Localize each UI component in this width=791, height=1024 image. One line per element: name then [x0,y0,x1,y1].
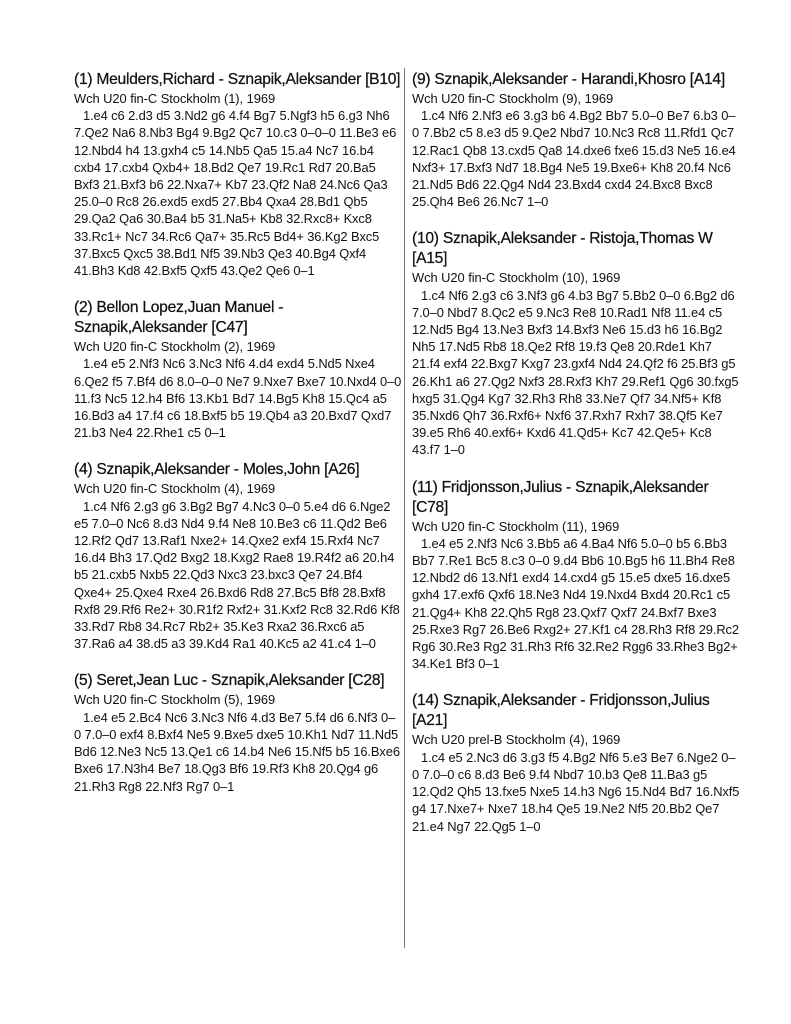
game-event: Wch U20 prel-B Stockholm (4), 1969 [412,732,621,748]
game-event: Wch U20 fin-C Stockholm (11), 1969 [412,518,620,534]
game-moves: 1.e4 c6 2.d3 d5 3.Nd2 g6 4.f4 Bg7 5.Ngf3 h5 6.g3 Nh6 7.Qe2 Na6 8.Nb3 Bg4 9.Bg2 Qc7 10.c3 0–0–0 11.Be3 e6 12.Nbd4 h4 13.gxh4 c5 14.Nb5 Qa5 15.a4 Nc7 16.b4 cxb4 17.cxb4 Qxb4+ 18.Bd2 Qe7 19.Rc1 Rd7 20.Ba5 Bxf3 21.Bxf3 b6 22.Nxa7+ Kb7 23.Qf2 Na8 24.Nc6 Qa3 25.0–0 Rc8 26.exd5 exd5 27.Bb4 Qxa4 28.Bd1 Qb5 29.Qa2 Qa6 30.Ba4 b5 31.Na5+ Kb8 32.Rxc8+ Kxc8 33.Rc1+ Nc7 34.Rc6 Qa7+ 35.Rc5 Bd4+ 36.Kg2 Bxc5 37.Bxc5 Qxc5 38.Bd1 Nf5 39.Nb3 Qe3 40.Bg4 Qxf4 41.Bh3 Kd8 42.Bxf5 Qxf5 43.Qe2 Qe6 0–1 [74,108,397,279]
game-moves: 1.c4 Nf6 2.g3 c6 3.Nf3 g6 4.b3 Bg7 5.Bb2 0–0 6.Bg2 d6 7.0–0 Nbd7 8.Qc2 e5 9.Nc3 Re8 10.Rad1 Nf8 11.e4 c5 12.Nd5 Bg4 13.Ne3 Bxf3 14.Bxf3 Ne6 15.d3 h6 16.Bg2 Nh5 17.Nd5 Rb8 18.Qe2 Rf8 19.f3 Qe8 20.Rde1 Kh7 21.f4 exf4 22.Bxg7 Kxg7 23.gxf4 Nd4 24.Qf2 f6 25.Bf3 g5 26.Kh1 a6 27.Qg2 Nxf3 28.Rxf3 Kh7 29.Ref1 Qg6 30.fxg5 hxg5 31.Qg4 Kg7 32.Rh3 Rh8 33.Ne7 Qf7 34.Nf5+ Kf8 35.Nxd6 Qh7 36.Rxf6+ Nxf6 37.Rxh7 Rxh7 38.Qf5 Ke7 39.e5 Rh6 40.exf6+ Kxd6 41.Qd5+ Kc7 42.Qe5+ Kc8 43.f7 1–0 [412,287,739,458]
game-moves: 1.e4 e5 2.Nf3 Nc6 3.Nc3 Nf6 4.d4 exd4 5.Nd5 Nxe4 6.Qe2 f5 7.Bf4 d6 8.0–0–0 Ne7 9.Nxe7 Bxe7 10.Nxd4 0–0 11.f3 Nc5 12.h4 Bf6 13.Kb1 Bd7 14.Bg5 Kh8 15.Qc4 a5 16.Bd3 a4 17.f4 c6 18.Bxf5 b5 19.Qb4 a3 20.Bxd7 Qxd7 21.b3 Ne4 22.Rhe1 c5 0–1 [74,356,402,441]
game-entry [412,691,740,834]
game-title: (5) Seret,Jean Luc - Sznapik,Aleksander [C28] [74,672,385,690]
right-column [412,70,740,854]
game-event: Wch U20 fin-C Stockholm (10), 1969 [412,270,621,286]
game-entry [74,70,402,279]
game-entry [74,460,402,652]
game-title: (14) Sznapik,Aleksander - Fridjonsson,Julius [A21] [412,692,710,730]
game-title: (9) Sznapik,Aleksander - Harandi,Khosro [A14] [412,71,725,88]
game-event: Wch U20 fin-C Stockholm (1), 1969 [74,91,276,106]
game-title: (11) Fridjonsson,Julius - Sznapik,Aleksander [C78] [412,478,709,516]
game-entry [74,671,402,794]
game-entry [412,478,740,673]
game-moves: 1.e4 e5 2.Nf3 Nc6 3.Bb5 a6 4.Ba4 Nf6 5.0–0 b5 6.Bb3 Bb7 7.Re1 Bc5 8.c3 0–0 9.d4 Bb6 10.Bg5 h6 11.Bh4 Re8 12.Nbd2 d6 13.Nf1 exd4 14.cxd4 g5 15.e5 dxe5 16.dxe5 gxh4 17.exf6 Qxf6 18.Ne3 Nd4 19.Nxd4 Bxd4 20.Rc1 c5 21.Qg4+ Kh8 22.Qh5 Rg8 23.Qxf7 Qxf7 24.Bxf7 Bxe3 25.Rxe3 Rg7 26.Be6 Rxg2+ 27.Kf1 c4 28.Rh3 Rf8 29.Rc2 Rg6 30.Re3 Rg2 31.Rh3 Rf6 32.Re2 Rgg6 33.Rhe3 Bg2+ 34.Ke1 Bf3 0–1 [412,535,739,672]
game-moves: 1.c4 Nf6 2.g3 g6 3.Bg2 Bg7 4.Nc3 0–0 5.e4 d6 6.Nge2 e5 7.0–0 Nc6 8.d3 Nd4 9.f4 Ne8 10.Be3 c6 11.Qd2 Be6 12.Rf2 Qd7 13.Raf1 Nxe2+ 14.Qxe2 exf4 15.Rxf4 Nc7 16.d4 Bh3 17.Qd2 Bxg2 18.Kxg2 Rae8 19.R4f2 a6 20.h4 b5 21.cxb5 Nxb5 22.Qd3 Nxc3 23.bxc3 Qe7 24.Bf4 Qxe4+ 25.Qxe4 Rxe4 26.Bxd6 Rd8 27.Bc5 Bf8 28.Bxf8 Rxf8 29.Rf6 Re2+ 30.R1f2 Rxf2+ 31.Kxf2 Rc8 32.Rd6 Kf8 33.Rd7 Rb8 34.Rc7 Rb2+ 35.Ke3 Rxa2 36.Rxc6 a5 37.Ra6 a4 38.d5 a3 39.Kd4 Ra1 40.Kc5 a2 41.c4 1–0 [74,498,400,652]
game-event: Wch U20 fin-C Stockholm (5), 1969 [74,692,276,708]
game-event: Wch U20 fin-C Stockholm (2), 1969 [74,339,276,355]
game-title: (2) Bellon Lopez,Juan Manuel - Sznapik,Aleksander [C47] [74,299,284,337]
game-entry [412,229,740,458]
game-title: (1) Meulders,Richard - Sznapik,Aleksander [B10] [74,71,401,88]
game-entry [412,70,740,210]
game-title: (4) Sznapik,Aleksander - Moles,John [A26] [74,461,360,479]
game-moves: 1.c4 e5 2.Nc3 d6 3.g3 f5 4.Bg2 Nf6 5.e3 Be7 6.Nge2 0–0 7.0–0 c6 8.d3 Be6 9.f4 Nbd7 10.b3 Qe8 11.Ba3 g5 12.Qd2 Qh5 13.fxe5 Nxe5 14.h3 Ng6 15.Nd4 Bd7 16.Nxf5 g4 17.Nxe7+ Nxe7 18.h4 Qe5 19.Ne2 Nf5 20.Bb2 Qe7 21.e4 Ng7 22.Qg5 1–0 [412,749,740,834]
game-event: Wch U20 fin-C Stockholm (9), 1969 [412,91,614,106]
game-moves: 1.c4 Nf6 2.Nf3 e6 3.g3 b6 4.Bg2 Bb7 5.0–0 Be7 6.b3 0–0 7.Bb2 c5 8.e3 d5 9.Qe2 Nbd7 10.Nc3 Rc8 11.Rfd1 Qc7 12.Rac1 Qb8 13.cxd5 Qa8 14.dxe6 fxe6 15.d3 Ne5 16.e4 Nxf3+ 17.Bxf3 Nd7 18.Bg4 Ne5 19.Bxe6+ Kh8 20.f4 Nc6 21.Nd5 Bd6 22.Qg4 Nd4 23.Bxd4 cxd4 24.Bxc8 Bxc8 25.Qh4 Be6 26.Nc7 1–0 [412,108,736,210]
game-event: Wch U20 fin-C Stockholm (4), 1969 [74,481,276,497]
left-column [74,70,402,814]
game-title: (10) Sznapik,Aleksander - Ristoja,Thomas W [A15] [412,230,713,268]
game-entry [74,298,402,441]
column-divider [404,68,405,948]
game-moves: 1.e4 e5 2.Bc4 Nc6 3.Nc3 Nf6 4.d3 Be7 5.f4 d6 6.Nf3 0–0 7.0–0 exf4 8.Bxf4 Ne5 9.Bxe5 dxe5 10.Kh1 Nd7 11.Nd5 Bd6 12.Ne3 Nc5 13.Qe1 c6 14.b4 Ne6 15.Nf5 b5 16.Bxe6 Bxe6 17.N3h4 Be7 18.Qg3 Bf6 19.Rf3 Kh8 20.Qg4 g6 21.Rh3 Rg8 22.Nf3 Rg7 0–1 [74,709,400,794]
